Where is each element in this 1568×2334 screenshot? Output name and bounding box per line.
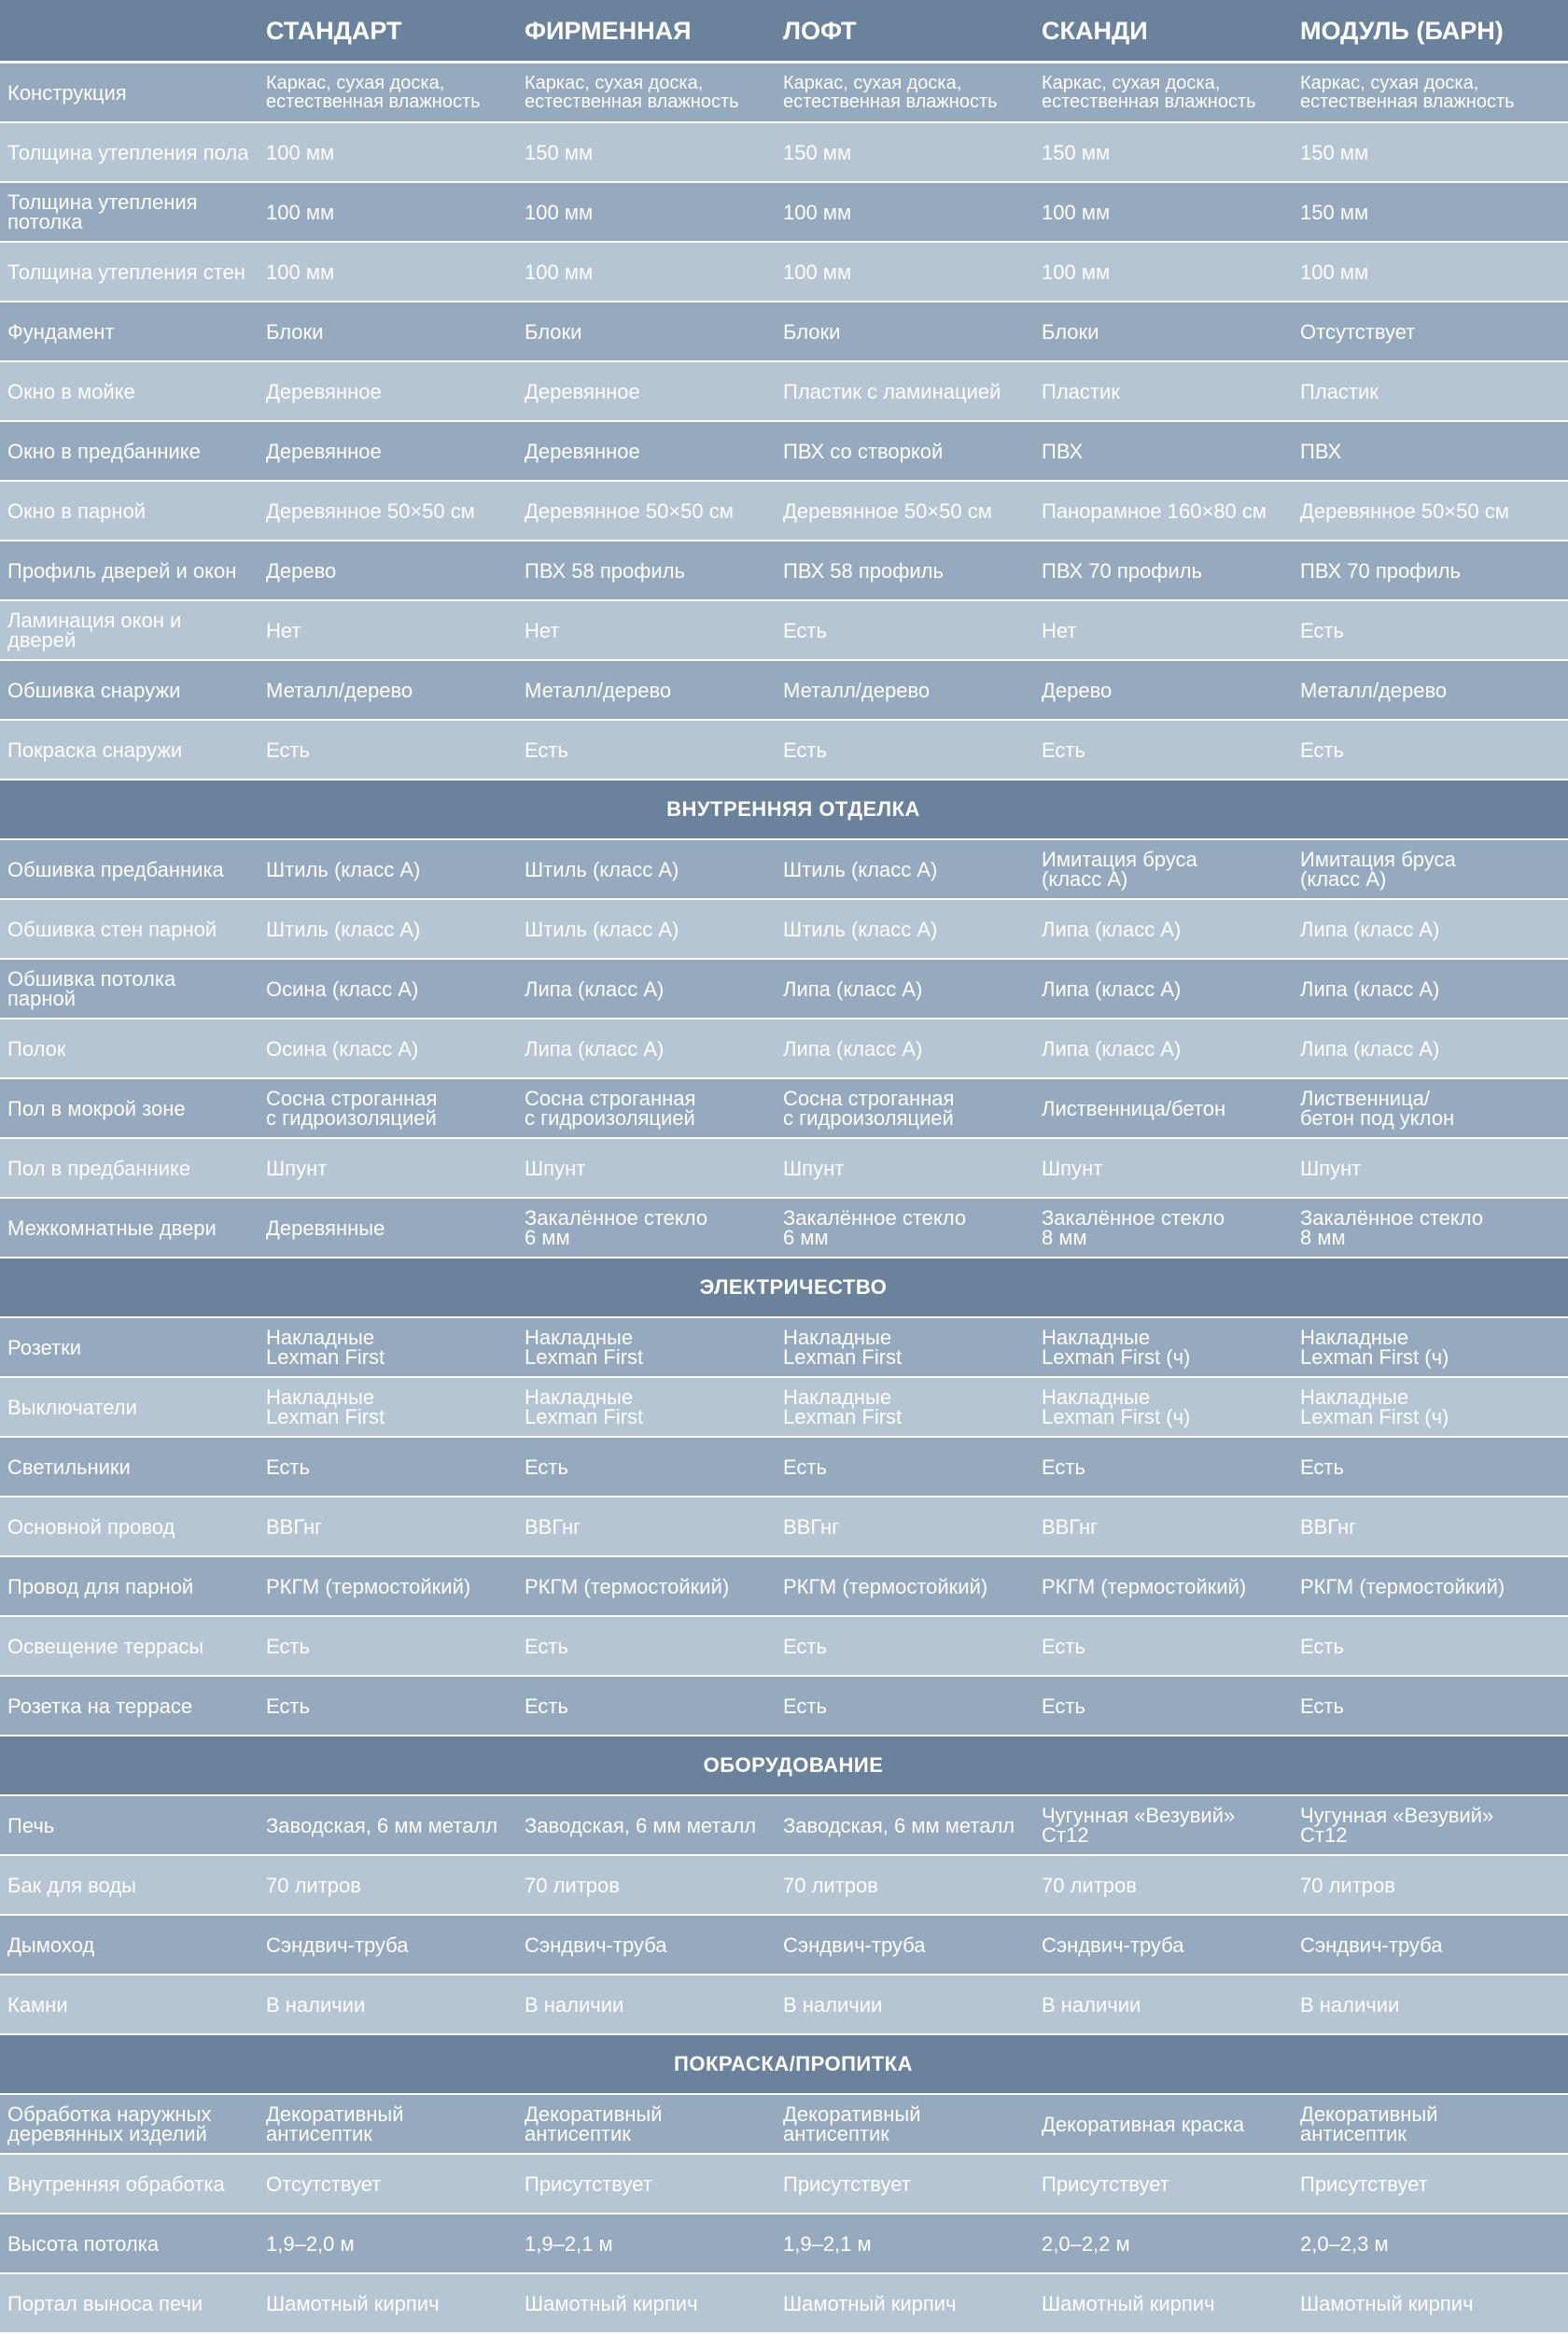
table-row bbox=[0, 1617, 1568, 1677]
table-cell: Сосна строганная с гидроизоляцией bbox=[525, 1087, 696, 1130]
table-cell: 150 мм bbox=[525, 140, 594, 164]
table-cell: 1,9–2,0 м bbox=[266, 2231, 355, 2256]
table-cell: ВВГнг bbox=[783, 1514, 840, 1539]
table-cell: РКГМ (термостойкий) bbox=[783, 1574, 988, 1598]
section-header: ПОКРАСКА/ПРОПИТКА bbox=[0, 2035, 1568, 2095]
table-row bbox=[0, 2095, 1568, 2155]
table-cell: В наличии bbox=[525, 1992, 624, 2017]
table-cell: Накладные Lexman First (ч) bbox=[1300, 1385, 1449, 1428]
row-label: Светильники bbox=[7, 1455, 131, 1479]
table-cell: Блоки bbox=[1042, 319, 1099, 344]
table-row bbox=[0, 422, 1568, 482]
table-cell: Нет bbox=[266, 618, 301, 642]
table-cell: Есть bbox=[783, 738, 827, 762]
table-cell: Есть bbox=[783, 618, 827, 642]
table-cell: Закалённое стекло 8 мм bbox=[1042, 1206, 1225, 1249]
table-cell: Декоративный антисептик bbox=[266, 2102, 404, 2145]
table-cell: Дерево bbox=[1042, 678, 1113, 702]
table-cell: Металл/дерево bbox=[1300, 678, 1448, 702]
table-cell: В наличии bbox=[1300, 1992, 1400, 2017]
table-cell: Отсутствует bbox=[1300, 319, 1416, 344]
table-cell: Лиственница/бетон bbox=[1042, 1096, 1226, 1120]
table-cell: Есть bbox=[1300, 1455, 1344, 1479]
table-cell: Есть bbox=[1300, 1694, 1344, 1718]
table-cell: Сэндвич-труба bbox=[783, 1933, 926, 1957]
table-cell: Закалённое стекло 8 мм bbox=[1300, 1206, 1484, 1249]
table-cell: Шпунт bbox=[783, 1156, 845, 1180]
header-label-spacer bbox=[0, 0, 259, 61]
table-cell: Штиль (класс А) bbox=[783, 917, 938, 941]
table-cell: Блоки bbox=[783, 319, 841, 344]
table-cell: Липа (класс А) bbox=[1300, 917, 1440, 941]
table-cell: Шпунт bbox=[525, 1156, 586, 1180]
row-label: Конструкция bbox=[7, 80, 127, 105]
table-cell: Имитация бруса (класс А) bbox=[1300, 848, 1456, 891]
table-row bbox=[0, 63, 1568, 123]
row-label: Полок bbox=[7, 1036, 66, 1061]
table-cell: Деревянное bbox=[525, 439, 640, 463]
table-cell: 150 мм bbox=[783, 140, 852, 164]
table-cell: Нет bbox=[525, 618, 560, 642]
table-cell: Чугунная «Везувий» Ст12 bbox=[1042, 1804, 1236, 1847]
table-cell: Шамотный кирпич bbox=[266, 2291, 440, 2315]
table-cell: Шамотный кирпич bbox=[1300, 2291, 1474, 2315]
table-row bbox=[0, 1497, 1568, 1557]
row-label: Обшивка снаружи bbox=[7, 678, 181, 702]
table-row bbox=[0, 661, 1568, 721]
row-label: Фундамент bbox=[7, 319, 115, 344]
table-row bbox=[0, 1199, 1568, 1258]
row-label: Обработка наружных деревянных изделий bbox=[7, 2102, 212, 2145]
table-row bbox=[0, 2274, 1568, 2334]
table-cell: Есть bbox=[1042, 1694, 1085, 1718]
table-cell: Липа (класс А) bbox=[525, 1036, 665, 1061]
table-cell: Металл/дерево bbox=[783, 678, 931, 702]
table-row bbox=[0, 960, 1568, 1019]
table-row bbox=[0, 183, 1568, 243]
table-cell: Декоративный антисептик bbox=[783, 2102, 921, 2145]
table-cell: Присутствует bbox=[783, 2172, 911, 2196]
table-cell: Пластик с ламинацией bbox=[783, 379, 1001, 403]
table-cell: Присутствует bbox=[1042, 2172, 1169, 2196]
table-cell: Заводская, 6 мм металл bbox=[783, 1813, 1015, 1837]
table-cell: Шамотный кирпич bbox=[1042, 2291, 1215, 2315]
table-cell: Деревянное 50×50 см bbox=[783, 499, 992, 523]
row-label: Розетка на террасе bbox=[7, 1694, 193, 1718]
table-cell: Заводская, 6 мм металл bbox=[525, 1813, 757, 1837]
table-cell: РКГМ (термостойкий) bbox=[1042, 1574, 1247, 1598]
table-cell: Декоративный антисептик bbox=[1300, 2102, 1438, 2145]
table-cell: Есть bbox=[266, 1694, 310, 1718]
table-row bbox=[0, 302, 1568, 362]
row-label: Окно в предбаннике bbox=[7, 439, 201, 463]
row-label: Пол в предбаннике bbox=[7, 1156, 191, 1180]
table-cell: ПВХ 70 профиль bbox=[1300, 558, 1461, 583]
row-label: Толщина утепления стен bbox=[7, 260, 245, 284]
table-header bbox=[0, 0, 1568, 63]
table-row bbox=[0, 1019, 1568, 1079]
row-label: Высота потолка bbox=[7, 2231, 160, 2256]
table-cell: РКГМ (термостойкий) bbox=[266, 1574, 471, 1598]
table-cell: РКГМ (термостойкий) bbox=[1300, 1574, 1505, 1598]
table-cell: Чугунная «Везувий» Ст12 bbox=[1300, 1804, 1494, 1847]
table-cell: ВВГнг bbox=[266, 1514, 323, 1539]
table-cell: Заводская, 6 мм металл bbox=[266, 1813, 498, 1837]
table-cell: Есть bbox=[1300, 618, 1344, 642]
row-label: Дымоход bbox=[7, 1933, 95, 1957]
table-cell: Сэндвич-труба bbox=[1042, 1933, 1184, 1957]
row-label: Покраска снаружи bbox=[7, 738, 183, 762]
table-cell: 70 литров bbox=[783, 1873, 878, 1897]
row-label: Окно в мойке bbox=[7, 379, 135, 403]
row-label: Бак для воды bbox=[7, 1873, 136, 1897]
table-cell: Липа (класс А) bbox=[1042, 977, 1182, 1001]
table-row bbox=[0, 1139, 1568, 1199]
table-cell: 150 мм bbox=[1042, 140, 1111, 164]
table-cell: 100 мм bbox=[266, 260, 335, 284]
table-cell: Деревянное bbox=[266, 379, 382, 403]
table-cell: В наличии bbox=[1042, 1992, 1141, 2017]
table-cell: Есть bbox=[1300, 738, 1344, 762]
table-row bbox=[0, 1677, 1568, 1736]
row-label: Освещение террасы bbox=[7, 1634, 204, 1658]
table-cell: Липа (класс А) bbox=[783, 977, 923, 1001]
table-row bbox=[0, 721, 1568, 780]
table-cell: 70 литров bbox=[1300, 1873, 1395, 1897]
table-row bbox=[0, 541, 1568, 601]
table-cell: Штиль (класс А) bbox=[266, 917, 421, 941]
table-cell: Сосна строганная с гидроизоляцией bbox=[266, 1087, 438, 1130]
table-cell: Каркас, сухая доска, естественная влажность bbox=[266, 73, 481, 112]
table-cell: Есть bbox=[525, 1694, 568, 1718]
table-cell: Сэндвич-труба bbox=[525, 1933, 667, 1957]
table-cell: Деревянное 50×50 см bbox=[525, 499, 734, 523]
row-label: Толщина утепления потолка bbox=[7, 190, 198, 233]
table-cell: 70 литров bbox=[525, 1873, 620, 1897]
table-cell: Накладные Lexman First bbox=[266, 1385, 385, 1428]
row-label: Основной провод bbox=[7, 1514, 175, 1539]
row-label: Обшивка стен парной bbox=[7, 917, 217, 941]
column-header-standard: СТАНДАРТ bbox=[266, 17, 402, 45]
table-cell: Есть bbox=[1042, 1455, 1085, 1479]
table-cell: Есть bbox=[1042, 1634, 1085, 1658]
row-label: Обшивка потолка парной bbox=[7, 967, 176, 1010]
table-row bbox=[0, 2214, 1568, 2274]
table-row bbox=[0, 1438, 1568, 1497]
table-cell: Штиль (класс А) bbox=[266, 857, 421, 881]
section-header: ЭЛЕКТРИЧЕСТВО bbox=[0, 1258, 1568, 1318]
table-cell: 100 мм bbox=[266, 140, 335, 164]
table-row bbox=[0, 2155, 1568, 2214]
table-cell: Присутствует bbox=[1300, 2172, 1428, 2196]
table-cell: Каркас, сухая доска, естественная влажность bbox=[1300, 73, 1515, 112]
table-cell: Деревянное bbox=[266, 439, 382, 463]
table-cell: ПВХ 70 профиль bbox=[1042, 558, 1202, 583]
column-header-skandi: СКАНДИ bbox=[1042, 17, 1148, 45]
table-cell: Каркас, сухая доска, естественная влажность bbox=[1042, 73, 1256, 112]
table-cell: Накладные Lexman First bbox=[783, 1326, 903, 1369]
table-cell: Сэндвич-труба bbox=[1300, 1933, 1443, 1957]
table-cell: 100 мм bbox=[525, 200, 594, 224]
table-cell: Липа (класс А) bbox=[525, 977, 665, 1001]
table-cell: Декоративная краска bbox=[1042, 2112, 1245, 2136]
table-cell: Есть bbox=[783, 1694, 827, 1718]
table-cell: Накладные Lexman First (ч) bbox=[1042, 1326, 1191, 1369]
table-cell: Есть bbox=[1300, 1634, 1344, 1658]
table-cell: Есть bbox=[266, 1634, 310, 1658]
table-cell: 100 мм bbox=[1042, 260, 1111, 284]
table-row bbox=[0, 1796, 1568, 1856]
table-cell: Декоративный антисептик bbox=[525, 2102, 663, 2145]
table-cell: Шпунт bbox=[1300, 1156, 1362, 1180]
table-cell: 100 мм bbox=[783, 260, 852, 284]
row-label: Розетки bbox=[7, 1335, 82, 1359]
row-label: Печь bbox=[7, 1813, 55, 1837]
table-row bbox=[0, 1079, 1568, 1139]
table-cell: Имитация бруса (класс А) bbox=[1042, 848, 1197, 891]
column-header-loft: ЛОФТ bbox=[783, 17, 857, 45]
table-cell: Панорамное 160×80 см bbox=[1042, 499, 1267, 523]
table-cell: 100 мм bbox=[1300, 260, 1369, 284]
table-cell: Есть bbox=[783, 1634, 827, 1658]
table-cell: Шамотный кирпич bbox=[783, 2291, 957, 2315]
table-cell: Шпунт bbox=[1042, 1156, 1103, 1180]
table-cell: РКГМ (термостойкий) bbox=[525, 1574, 730, 1598]
table-cell: ПВХ 58 профиль bbox=[525, 558, 685, 583]
table-cell: Сосна строганная с гидроизоляцией bbox=[783, 1087, 955, 1130]
table-cell: ПВХ со створкой bbox=[783, 439, 944, 463]
table-cell: ПВХ bbox=[1042, 439, 1084, 463]
table-cell: Лиственница/ бетон под уклон bbox=[1300, 1087, 1455, 1130]
table-cell: Накладные Lexman First bbox=[525, 1326, 644, 1369]
table-cell: ПВХ 58 профиль bbox=[783, 558, 944, 583]
table-row bbox=[0, 1378, 1568, 1438]
table-cell: Закалённое стекло 6 мм bbox=[525, 1206, 708, 1249]
table-cell: ВВГнг bbox=[1300, 1514, 1357, 1539]
table-cell: Осина (класс А) bbox=[266, 977, 419, 1001]
table-cell: Пластик bbox=[1300, 379, 1379, 403]
table-cell: Осина (класс А) bbox=[266, 1036, 419, 1061]
table-cell: 1,9–2,1 м bbox=[783, 2231, 872, 2256]
table-cell: Есть bbox=[1042, 738, 1085, 762]
table-cell: Блоки bbox=[266, 319, 324, 344]
table-cell: Есть bbox=[525, 1634, 568, 1658]
section-header: ОБОРУДОВАНИЕ bbox=[0, 1736, 1568, 1796]
table-cell: Есть bbox=[525, 1455, 568, 1479]
table-cell: ВВГнг bbox=[525, 1514, 581, 1539]
table-row bbox=[0, 1557, 1568, 1617]
table-cell: Шамотный кирпич bbox=[525, 2291, 698, 2315]
table-cell: В наличии bbox=[783, 1992, 883, 2017]
table-cell: Липа (класс А) bbox=[1042, 1036, 1182, 1061]
table-cell: 70 литров bbox=[1042, 1873, 1137, 1897]
row-label: Обшивка предбанника bbox=[7, 857, 224, 881]
table-cell: В наличии bbox=[266, 1992, 366, 2017]
table-cell: 100 мм bbox=[266, 200, 335, 224]
table-cell: Блоки bbox=[525, 319, 582, 344]
table-cell: Липа (класс А) bbox=[1300, 977, 1440, 1001]
table-cell: 150 мм bbox=[1300, 200, 1369, 224]
row-label: Внутренняя обработка bbox=[7, 2172, 225, 2196]
table-cell: ПВХ bbox=[1300, 439, 1342, 463]
table-cell: Каркас, сухая доска, естественная влажность bbox=[783, 73, 998, 112]
table-cell: 100 мм bbox=[1042, 200, 1111, 224]
table-row bbox=[0, 1318, 1568, 1378]
section-header: ВНУТРЕННЯЯ ОТДЕЛКА bbox=[0, 780, 1568, 840]
table-cell: Есть bbox=[266, 738, 310, 762]
table-cell: 100 мм bbox=[525, 260, 594, 284]
table-cell: Деревянное 50×50 см bbox=[1300, 499, 1509, 523]
table-row bbox=[0, 243, 1568, 302]
row-label: Портал выноса печи bbox=[7, 2291, 203, 2315]
table-cell: Накладные Lexman First bbox=[266, 1326, 385, 1369]
table-row bbox=[0, 362, 1568, 422]
table-cell: Деревянное bbox=[525, 379, 640, 403]
table-cell: 2,0–2,2 м bbox=[1042, 2231, 1130, 2256]
table-cell: Шпунт bbox=[266, 1156, 328, 1180]
table-row bbox=[0, 840, 1568, 900]
table-cell: Накладные Lexman First (ч) bbox=[1300, 1326, 1449, 1369]
row-label: Окно в парной bbox=[7, 499, 147, 523]
row-label: Профиль дверей и окон bbox=[7, 558, 237, 583]
table-cell: Липа (класс А) bbox=[783, 1036, 923, 1061]
table-cell: 2,0–2,3 м bbox=[1300, 2231, 1389, 2256]
row-label: Пол в мокрой зоне bbox=[7, 1096, 186, 1120]
table-cell: 100 мм bbox=[783, 200, 852, 224]
table-cell: Деревянные bbox=[266, 1216, 385, 1240]
table-cell: Штиль (класс А) bbox=[783, 857, 938, 881]
table-cell: Штиль (класс А) bbox=[525, 857, 679, 881]
table-cell: Деревянное 50×50 см bbox=[266, 499, 475, 523]
table-cell: Есть bbox=[266, 1455, 310, 1479]
table-cell: Штиль (класс А) bbox=[525, 917, 679, 941]
table-cell: Пластик bbox=[1042, 379, 1120, 403]
row-label: Выключатели bbox=[7, 1395, 137, 1419]
row-label: Ламинация окон и дверей bbox=[7, 609, 182, 652]
table-row bbox=[0, 601, 1568, 661]
table-cell: ВВГнг bbox=[1042, 1514, 1099, 1539]
column-header-firmennaya: ФИРМЕННАЯ bbox=[525, 17, 692, 45]
row-label: Толщина утепления пола bbox=[7, 140, 249, 164]
table-cell: Накладные Lexman First (ч) bbox=[1042, 1385, 1191, 1428]
table-cell: Есть bbox=[783, 1455, 827, 1479]
table-cell: Есть bbox=[525, 738, 568, 762]
column-header-modul-barn: МОДУЛЬ (БАРН) bbox=[1300, 17, 1504, 45]
table-cell: Липа (класс А) bbox=[1300, 1036, 1440, 1061]
table-row bbox=[0, 482, 1568, 541]
table-cell: 1,9–2,1 м bbox=[525, 2231, 613, 2256]
table-cell: Металл/дерево bbox=[525, 678, 672, 702]
table-cell: Присутствует bbox=[525, 2172, 652, 2196]
table-cell: 70 литров bbox=[266, 1873, 361, 1897]
table-cell: Сэндвич-труба bbox=[266, 1933, 409, 1957]
table-cell: Накладные Lexman First bbox=[525, 1385, 644, 1428]
table-cell: Закалённое стекло 6 мм bbox=[783, 1206, 967, 1249]
table-cell: Дерево bbox=[266, 558, 337, 583]
table-body bbox=[0, 63, 1568, 2334]
table-cell: Липа (класс А) bbox=[1042, 917, 1182, 941]
table-cell: Накладные Lexman First bbox=[783, 1385, 903, 1428]
table-cell: Металл/дерево bbox=[266, 678, 413, 702]
table-row bbox=[0, 1916, 1568, 1975]
table-row bbox=[0, 900, 1568, 960]
table-cell: Каркас, сухая доска, естественная влажность bbox=[525, 73, 739, 112]
table-row bbox=[0, 1975, 1568, 2035]
row-label: Провод для парной bbox=[7, 1574, 194, 1598]
table-cell: Нет bbox=[1042, 618, 1077, 642]
table-cell: Отсутствует bbox=[266, 2172, 382, 2196]
row-label: Камни bbox=[7, 1992, 68, 2017]
row-label: Межкомнатные двери bbox=[7, 1216, 217, 1240]
table-row bbox=[0, 123, 1568, 183]
table-cell: 150 мм bbox=[1300, 140, 1369, 164]
table-row bbox=[0, 1856, 1568, 1916]
